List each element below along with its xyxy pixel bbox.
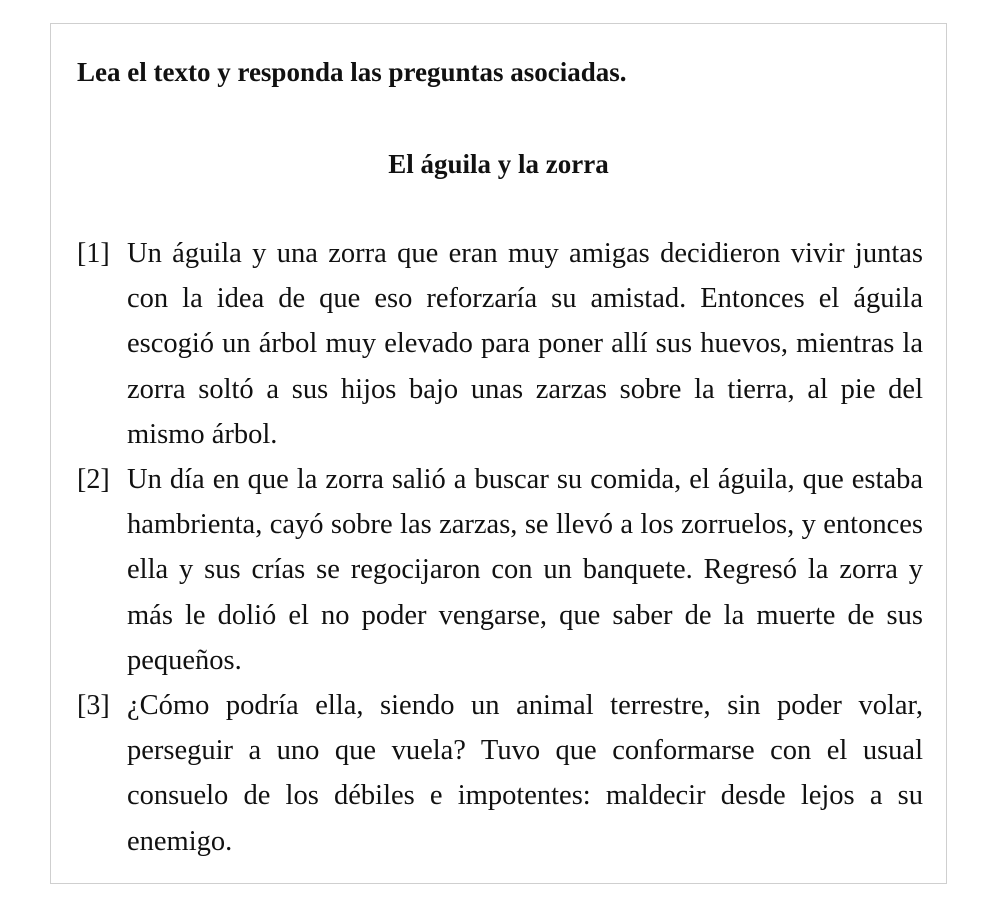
instruction-text: Lea el texto y responda las preguntas asociadas.	[77, 57, 627, 87]
paragraph-text: Un día en que la zorra salió a buscar su comida, el águila, que estaba hambrienta, cayó sobre las zarzas, se llevó a los zorruelos, y entonces ella y sus crías se regocijaron con un banquete. Regresó la zorra y más le dolió el no poder vengarse, que saber de la muerte de sus pequeños.	[127, 464, 923, 676]
paragraph-text: ¿Cómo podría ella, siendo un animal terrestre, sin poder volar, perseguir a uno que vuela? Tuvo que conformarse con el usual consuelo de los débiles e impotentes: maldecir desde lejos a su enemigo.	[127, 690, 923, 857]
paragraph-number: [3]	[77, 690, 110, 722]
paragraph-list	[77, 231, 923, 864]
paragraph-text: Un águila y una zorra que eran muy amigas decidieron vivir juntas con la idea de que eso reforzaría su amistad. Entonces el águila escogió un árbol muy elevado para poner allí sus huevos, mientras la zorra soltó a sus hijos bajo unas zarzas sobre la tierra, al pie del mismo árbol.	[127, 238, 923, 450]
paragraph-3	[77, 683, 923, 864]
paragraph-number: [1]	[77, 238, 110, 269]
paragraph-1	[77, 231, 923, 457]
story-title: El águila y la zorra	[388, 149, 609, 179]
paragraph-2	[77, 457, 923, 683]
reading-passage-card	[50, 23, 947, 884]
paragraph-number: [2]	[77, 464, 110, 496]
